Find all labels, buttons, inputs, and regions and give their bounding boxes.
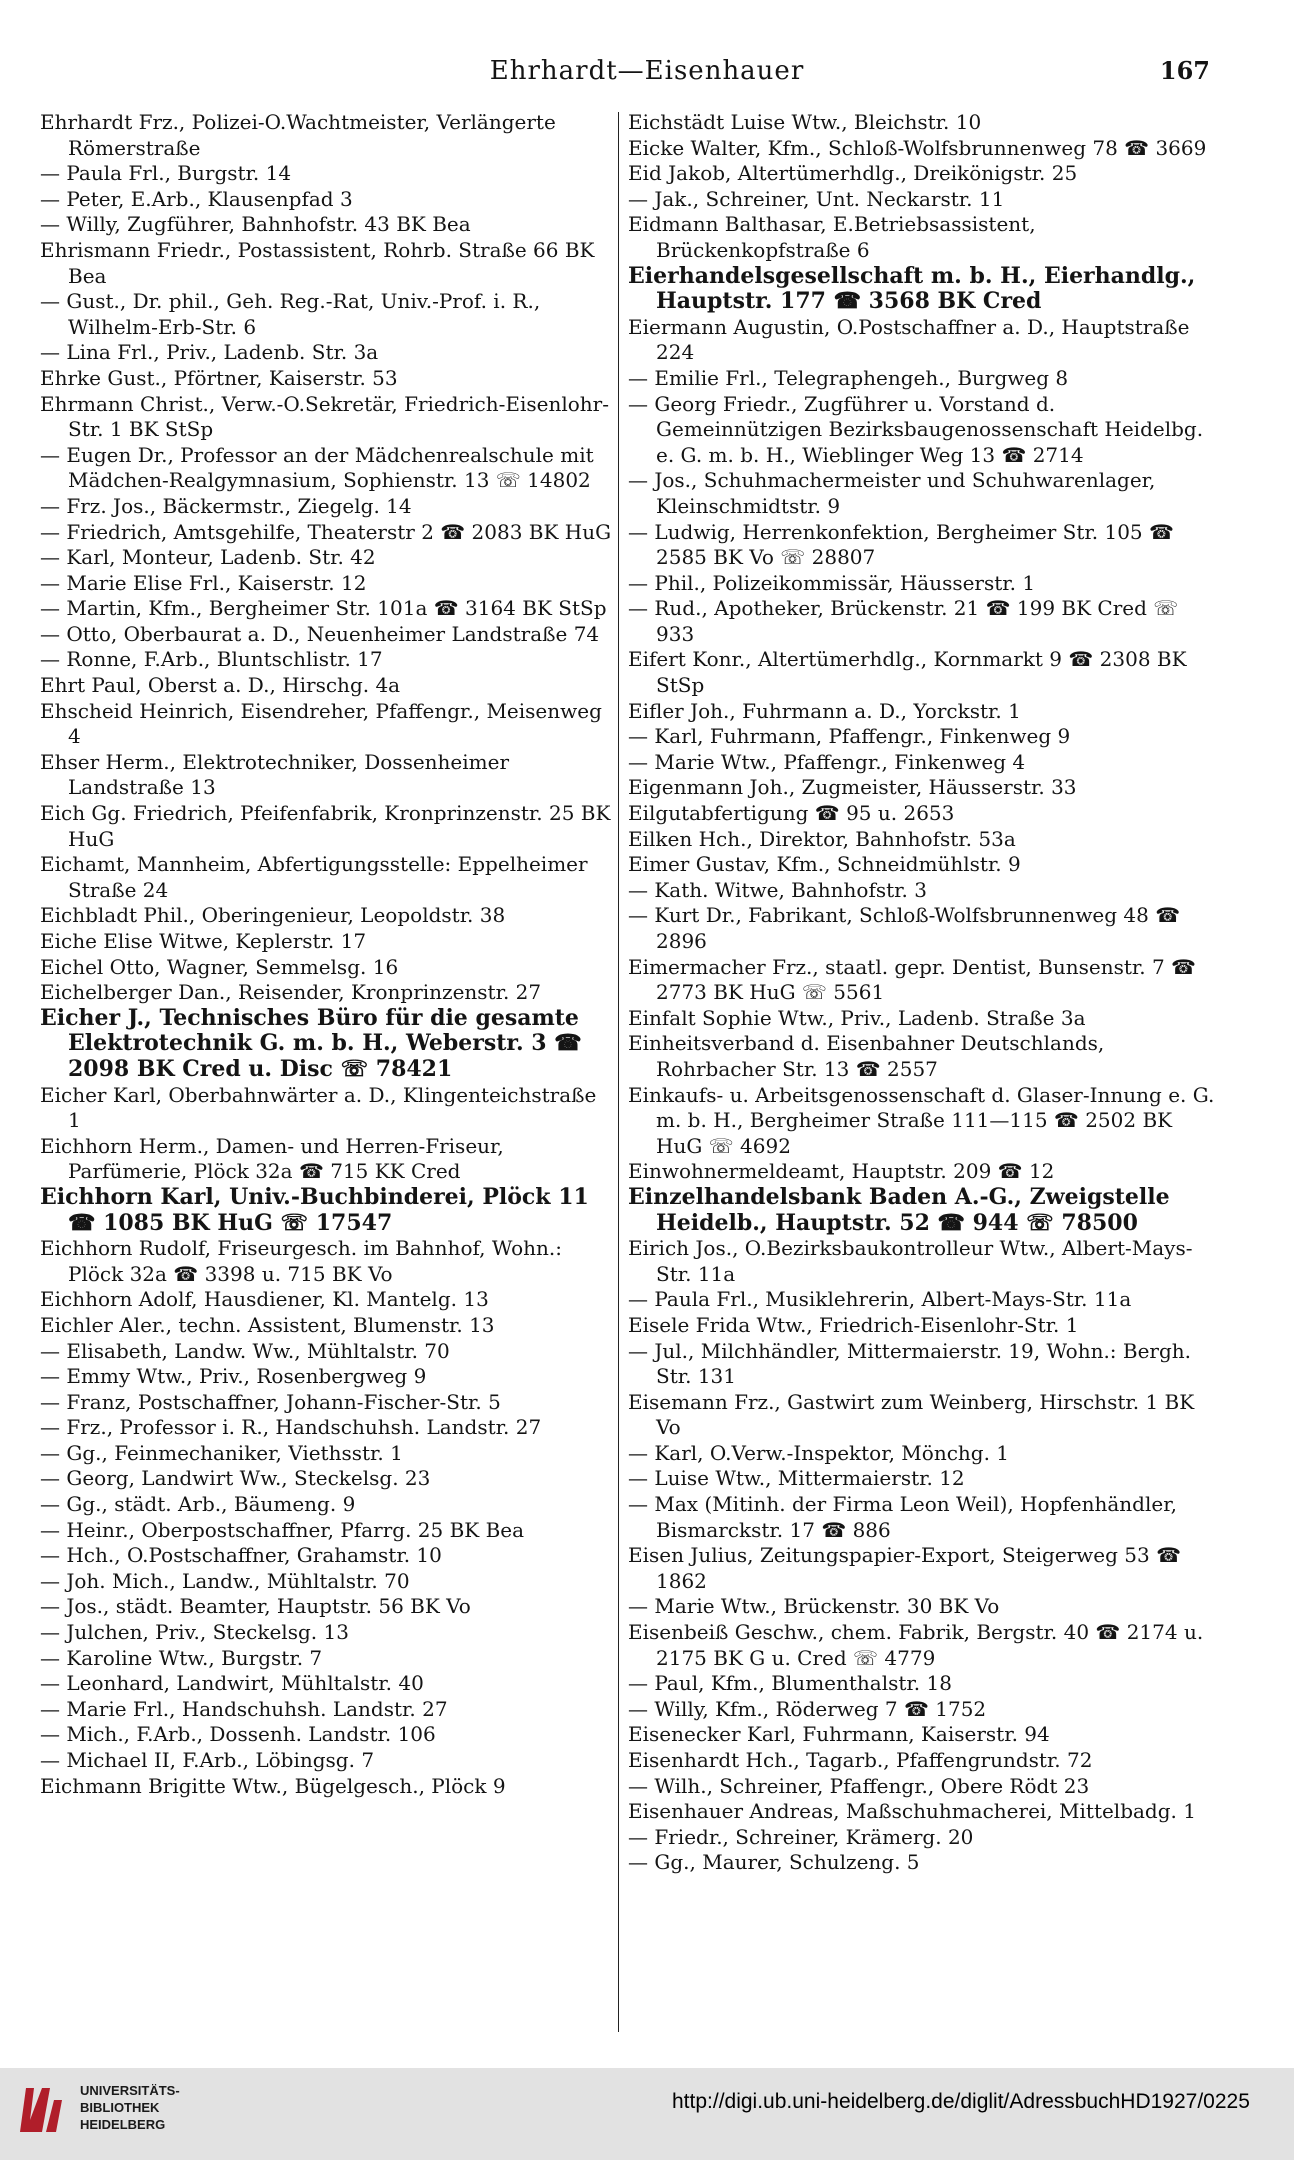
directory-entry: Eigenmann Joh., Zugmeister, Häusserstr. 33 xyxy=(628,775,1077,800)
directory-entry: Eisenhardt Hch., Tagarb., Pfaffengrundstr. 72 xyxy=(628,1748,1093,1772)
directory-entry: — Max (Mitinh. der Firma Leon Weil), Hopfenhändler, Bismarckstr. 17 ☎ 886 xyxy=(628,1492,1177,1542)
library-name: UNIVERSITÄTS- BIBLIOTHEK HEIDELBERG xyxy=(80,2083,180,2132)
directory-entry: Ehrhardt Frz., Polizei-O.Wachtmeister, Verlängerte Römerstraße xyxy=(40,110,556,160)
directory-entry: Ehrke Gust., Pförtner, Kaiserstr. 53 xyxy=(40,365,398,390)
page-number: 167 xyxy=(1159,56,1210,85)
directory-entry: — Gust., Dr. phil., Geh. Reg.-Rat, Univ.-Prof. i. R., Wilhelm-Erb-Str. 6 xyxy=(40,289,541,339)
page-header xyxy=(0,56,1294,92)
directory-entry: Eimermacher Frz., staatl. gepr. Dentist, Bunsenstr. 7 ☎ 2773 BK HuG ☏ 5561 xyxy=(628,954,1196,1005)
directory-entry: Eichstädt Luise Wtw., Bleichstr. 10 xyxy=(628,110,982,134)
directory-entry: Eisen Julius, Zeitungspapier-Export, Steigerweg 53 ☎ 1862 xyxy=(628,1543,1181,1593)
directory-entry: — Marie Wtw., Brückenstr. 30 BK Vo xyxy=(628,1594,1000,1619)
directory-entry: Eicher Karl, Oberbahnwärter a. D., Klingenteichstraße 1 xyxy=(40,1082,597,1133)
directory-entry: — Rud., Apotheker, Brückenstr. 21 ☎ 199 BK Cred ☏ 933 xyxy=(628,596,1179,646)
left-column xyxy=(40,110,612,1799)
directory-entry: Eimer Gustav, Kfm., Schneidmühlstr. 9 xyxy=(628,852,1021,877)
directory-entry: Eisenecker Karl, Fuhrmann, Kaiserstr. 94 xyxy=(628,1722,1050,1747)
directory-entry: — Paula Frl., Burgstr. 14 xyxy=(40,161,292,186)
directory-entry: Eichel Otto, Wagner, Semmelsg. 16 xyxy=(40,954,399,979)
directory-entry: Einzelhandelsbank Baden A.-G., Zweigstelle Heidelb., Hauptstr. 52 ☎ 944 ☏ 78500 xyxy=(628,1183,1170,1236)
directory-entry: Eichmann Brigitte Wtw., Bügelgesch., Plöck 9 xyxy=(40,1773,506,1798)
directory-entry: — Georg Friedr., Zugführer u. Vorstand d. Gemeinnützigen Bezirksbaugenossenschaft Heidelbg. e. G. m. b. H., Wieblinger Weg 13 ☎ 2714 xyxy=(628,391,1204,467)
directory-entry: Eichhorn Rudolf, Friseurgesch. im Bahnhof, Wohn.: Plöck 32a ☎ 3398 u. 715 BK Vo xyxy=(40,1236,562,1286)
directory-entry: Ehscheid Heinrich, Eisendreher, Pfaffengr., Meisenweg 4 xyxy=(40,698,602,749)
directory-entry: — Hch., O.Postschaffner, Grahamstr. 10 xyxy=(40,1543,442,1568)
directory-entry: — Willy, Zugführer, Bahnhofstr. 43 BK Bea xyxy=(40,212,471,237)
directory-entry: — Marie Elise Frl., Kaiserstr. 12 xyxy=(40,570,367,595)
directory-entry: — Paula Frl., Musiklehrerin, Albert-Mays-Str. 11a xyxy=(628,1287,1132,1312)
directory-entry: Eichamt, Mannheim, Abfertigungsstelle: Eppelheimer Straße 24 xyxy=(40,852,588,902)
directory-entry: — Emilie Frl., Telegraphengeh., Burgweg 8 xyxy=(628,365,1069,390)
directory-entry: Ehrismann Friedr., Postassistent, Rohrb. Straße 66 BK Bea xyxy=(40,237,595,288)
directory-entry: — Gg., städt. Arb., Bäumeng. 9 xyxy=(40,1492,356,1517)
directory-entry: — Ronne, F.Arb., Bluntschlistr. 17 xyxy=(40,647,383,672)
directory-entry: Eicher J., Technisches Büro für die gesamte Elektrotechnik G. m. b. H., Weberstr. 3 ☎ 2098 BK Cred u. Disc ☏ 78421 xyxy=(40,1004,582,1082)
directory-entry: — Eugen Dr., Professor an der Mädchenrealschule mit Mädchen-Realgymnasium, Sophienstr. 13 ☏ 14802 xyxy=(40,442,594,493)
directory-entry: — Georg, Landwirt Ww., Steckelsg. 23 xyxy=(40,1466,431,1491)
directory-entry: — Karl, Monteur, Ladenb. Str. 42 xyxy=(40,545,376,570)
directory-entry: — Julchen, Priv., Steckelsg. 13 xyxy=(40,1620,349,1645)
directory-entry: Eichbladt Phil., Oberingenieur, Leopoldstr. 38 xyxy=(40,903,506,928)
directory-entry: Eisele Frida Wtw., Friedrich-Eisenlohr-Str. 1 xyxy=(628,1312,1079,1337)
directory-entry: — Friedr., Schreiner, Krämerg. 20 xyxy=(628,1824,974,1849)
directory-entry: Eifert Konr., Altertümerhdlg., Kornmarkt 9 ☎ 2308 BK StSp xyxy=(628,647,1187,698)
directory-entry: Eisemann Frz., Gastwirt zum Weinberg, Hirschstr. 1 BK Vo xyxy=(628,1389,1195,1440)
directory-entry: Einkaufs- u. Arbeitsgenossenschaft d. Glaser-Innung e. G. m. b. H., Bergheimer Straße 111—115 ☎ 2502 BK HuG ☏ 4692 xyxy=(628,1082,1215,1158)
directory-entry: — Jul., Milchhändler, Mittermaierstr. 19, Wohn.: Bergh. Str. 131 xyxy=(628,1338,1192,1389)
directory-entry: Eichhorn Adolf, Hausdiener, Kl. Mantelg. 13 xyxy=(40,1287,489,1312)
directory-entry: Ehser Herm., Elektrotechniker, Dossenheimer Landstraße 13 xyxy=(40,749,510,800)
directory-entry: Eich Gg. Friedrich, Pfeifenfabrik, Kronprinzenstr. 25 BK HuG xyxy=(40,801,611,851)
directory-entry: — Jos., Schuhmachermeister und Schuhwarenlager, Kleinschmidtstr. 9 xyxy=(628,468,1156,518)
directory-entry: — Friedrich, Amtsgehilfe, Theaterstr 2 ☎ 2083 BK HuG xyxy=(40,519,612,544)
library-logo-icon xyxy=(12,2080,72,2140)
directory-entry: — Frz., Professor i. R., Handschuhsh. Landstr. 27 xyxy=(40,1415,542,1440)
running-title: Ehrhardt—Eisenhauer xyxy=(489,56,805,86)
directory-entry: — Karl, Fuhrmann, Pfaffengr., Finkenweg 9 xyxy=(628,724,1071,749)
directory-entry: Eiermann Augustin, O.Postschaffner a. D., Hauptstraße 224 xyxy=(628,314,1190,365)
directory-entry: Eid Jakob, Altertümerhdlg., Dreikönigstr. 25 xyxy=(628,161,1078,186)
directory-entry: — Gg., Maurer, Schulzeng. 5 xyxy=(628,1850,920,1875)
directory-entry: — Karoline Wtw., Burgstr. 7 xyxy=(40,1645,323,1670)
directory-entry: — Otto, Oberbaurat a. D., Neuenheimer Landstraße 74 xyxy=(40,621,600,646)
directory-entry: — Marie Frl., Handschuhsh. Landstr. 27 xyxy=(40,1696,448,1721)
directory-entry: — Heinr., Oberpostschaffner, Pfarrg. 25 BK Bea xyxy=(40,1517,525,1542)
directory-entry: Eichhorn Herm., Damen- und Herren-Friseur, Parfümerie, Plöck 32a ☎ 715 KK Cred xyxy=(40,1133,504,1184)
directory-entry: Einfalt Sophie Wtw., Priv., Ladenb. Straße 3a xyxy=(628,1005,1086,1030)
directory-entry: — Willy, Kfm., Röderweg 7 ☎ 1752 xyxy=(628,1696,987,1721)
directory-entry: — Karl, O.Verw.-Inspektor, Mönchg. 1 xyxy=(628,1440,1010,1465)
directory-entry: — Gg., Feinmechaniker, Viethsstr. 1 xyxy=(40,1440,403,1465)
footer-bar xyxy=(0,2068,1294,2160)
directory-entry: Eichhorn Karl, Univ.-Buchbinderei, Plöck 11 ☎ 1085 BK HuG ☏ 17547 xyxy=(40,1183,589,1236)
right-column xyxy=(628,110,1218,1876)
directory-entry: Eisenhauer Andreas, Maßschuhmacherei, Mittelbadg. 1 xyxy=(628,1799,1196,1824)
directory-entry: — Peter, E.Arb., Klausenpfad 3 xyxy=(40,186,353,211)
directory-entry: — Emmy Wtw., Priv., Rosenbergweg 9 xyxy=(40,1364,427,1389)
directory-entry: — Joh. Mich., Landw., Mühltalstr. 70 xyxy=(40,1568,410,1593)
directory-entry: Eifler Joh., Fuhrmann a. D., Yorckstr. 1 xyxy=(628,698,1021,723)
directory-entry: Eisenbeiß Geschw., chem. Fabrik, Bergstr. 40 ☎ 2174 u. 2175 BK G u. Cred ☏ 4779 xyxy=(628,1620,1204,1670)
directory-entry: Eirich Jos., O.Bezirksbaukontrolleur Wtw., Albert-Mays-Str. 11a xyxy=(628,1236,1193,1286)
directory-entry: — Martin, Kfm., Bergheimer Str. 101a ☎ 3164 BK StSp xyxy=(40,596,607,621)
directory-entry: — Michael II, F.Arb., Löbingsg. 7 xyxy=(40,1748,375,1772)
directory-entry: — Franz, Postschaffner, Johann-Fischer-Str. 5 xyxy=(40,1389,501,1414)
source-url[interactable]: http://digi.ub.uni-heidelberg.de/diglit/AdressbuchHD1927/0225 xyxy=(672,2090,1250,2113)
directory-entry: Eierhandelsgesellschaft m. b. H., Eierhandlg., Hauptstr. 177 ☎ 3568 BK Cred xyxy=(628,262,1196,315)
directory-entry: — Marie Wtw., Pfaffengr., Finkenweg 4 xyxy=(628,749,1026,774)
directory-entry: — Leonhard, Landwirt, Mühltalstr. 40 xyxy=(40,1671,424,1696)
directory-entry: Eiche Elise Witwe, Keplerstr. 17 xyxy=(40,929,367,953)
directory-entry: — Jak., Schreiner, Unt. Neckarstr. 11 xyxy=(628,186,1005,211)
directory-entry: Eicke Walter, Kfm., Schloß-Wolfsbrunnenweg 78 ☎ 3669 xyxy=(628,135,1207,160)
directory-entry: Ehrt Paul, Oberst a. D., Hirschg. 4a xyxy=(40,673,401,698)
directory-entry: — Kath. Witwe, Bahnhofstr. 3 xyxy=(628,877,927,902)
column-divider xyxy=(618,112,619,2032)
directory-entry: — Elisabeth, Landw. Ww., Mühltalstr. 70 xyxy=(40,1338,450,1363)
directory-entry: — Phil., Polizeikommissär, Häusserstr. 1 xyxy=(628,570,1036,595)
directory-entry: — Lina Frl., Priv., Ladenb. Str. 3a xyxy=(40,340,379,365)
directory-entry: — Luise Wtw., Mittermaierstr. 12 xyxy=(628,1466,965,1491)
directory-entry: — Wilh., Schreiner, Pfaffengr., Obere Rödt 23 xyxy=(628,1773,1090,1798)
directory-entry: — Ludwig, Herrenkonfektion, Bergheimer Str. 105 ☎ 2585 BK Vo ☏ 28807 xyxy=(628,519,1174,570)
directory-entry: Eilgutabfertigung ☎ 95 u. 2653 xyxy=(628,801,955,826)
directory-entry: Eilken Hch., Direktor, Bahnhofstr. 53a xyxy=(628,826,1016,851)
directory-entry: Eichelberger Dan., Reisender, Kronprinzenstr. 27 xyxy=(40,980,542,1005)
directory-entry: Einheitsverband d. Eisenbahner Deutschlands, Rohrbacher Str. 13 ☎ 2557 xyxy=(628,1031,1105,1081)
directory-entry: — Paul, Kfm., Blumenthalstr. 18 xyxy=(628,1671,952,1696)
directory-entry: — Frz. Jos., Bäckermstr., Ziegelg. 14 xyxy=(40,493,412,518)
directory-entry: — Mich., F.Arb., Dossenh. Landstr. 106 xyxy=(40,1722,436,1747)
directory-entry: Einwohnermeldeamt, Hauptstr. 209 ☎ 12 xyxy=(628,1159,1055,1184)
directory-entry: Eichler Aler., techn. Assistent, Blumenstr. 13 xyxy=(40,1312,495,1337)
directory-entry: Ehrmann Christ., Verw.-O.Sekretär, Friedrich-Eisenlohr-Str. 1 BK StSp xyxy=(40,391,609,442)
directory-entry: — Kurt Dr., Fabrikant, Schloß-Wolfsbrunnenweg 48 ☎ 2896 xyxy=(628,903,1181,953)
directory-entry: Eidmann Balthasar, E.Betriebsassistent, Brückenkopfstraße 6 xyxy=(628,212,1036,262)
directory-entry: — Jos., städt. Beamter, Hauptstr. 56 BK Vo xyxy=(40,1594,471,1619)
